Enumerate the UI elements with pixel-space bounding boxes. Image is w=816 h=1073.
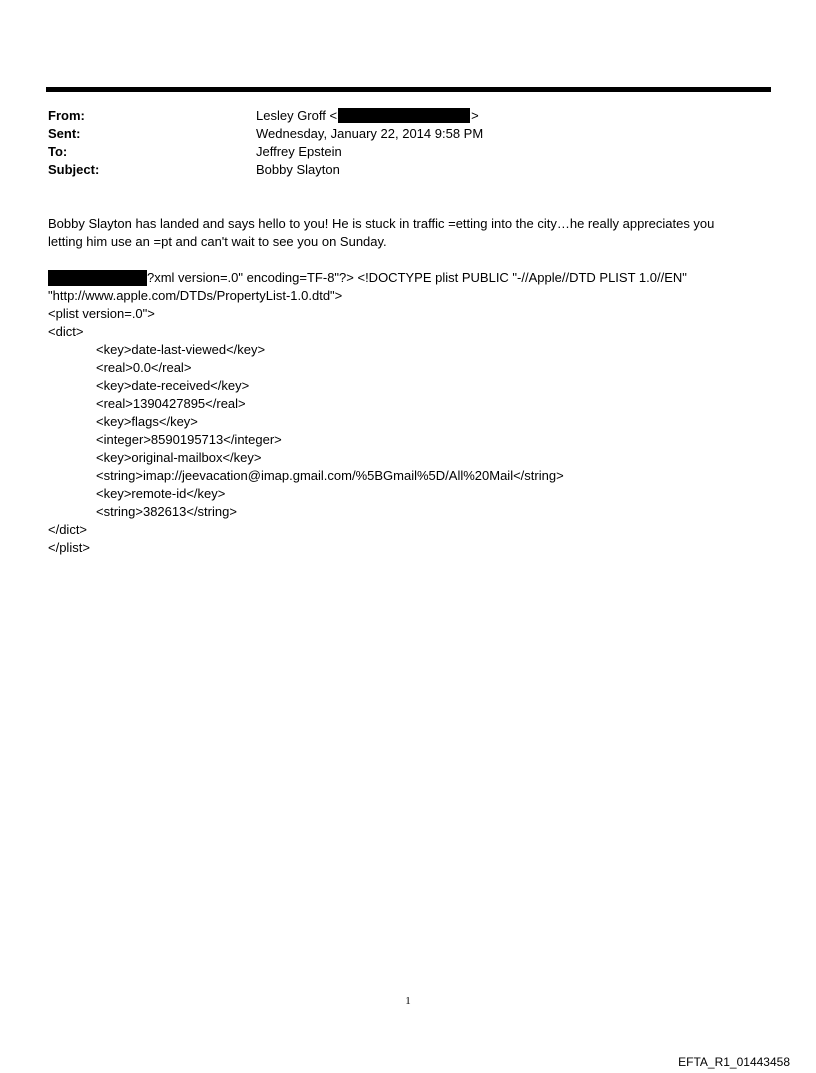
plist-entry: <real>1390427895</real> <box>96 396 246 411</box>
from-value <box>256 107 479 125</box>
redacted-email-block <box>338 108 470 123</box>
subject-value: Bobby Slayton <box>256 162 340 177</box>
plist-entry: <string>382613</string> <box>96 504 237 519</box>
sent-value: Wednesday, January 22, 2014 9:58 PM <box>256 126 484 141</box>
redacted-plist-block <box>48 270 147 286</box>
plist-entry: <key>date-last-viewed</key> <box>96 342 266 357</box>
sent-label: Sent: <box>48 126 81 141</box>
plist-entry: <key>date-received</key> <box>96 378 250 393</box>
to-label: To: <box>48 144 68 159</box>
body-line-1: Bobby Slayton has landed and says hello to you! He is stuck in traffic =etting into the city…he really appreciates you <box>48 216 715 231</box>
plist-entry: <key>flags</key> <box>96 414 198 429</box>
plist-entry: <real>0.0</real> <box>96 360 192 375</box>
page-number: 1 <box>405 995 411 1007</box>
plist-end-plist: </plist> <box>48 540 90 555</box>
header-row-to <box>48 143 748 161</box>
header-row-from <box>48 107 748 125</box>
top-divider-rule <box>46 87 771 92</box>
to-value: Jeffrey Epstein <box>256 144 342 159</box>
email-body <box>48 215 763 251</box>
from-suffix: > <box>471 108 479 123</box>
plist-block <box>48 269 788 557</box>
plist-xml-declaration: ?xml version=.0" encoding=TF-8"?> <!DOCTYPE plist PUBLIC "-//Apple//DTD PLIST 1.0//EN" <box>147 270 687 285</box>
plist-entry: <integer>8590195713</integer> <box>96 432 282 447</box>
body-line-2: letting him use an =pt and can't wait to see you on Sunday. <box>48 234 387 249</box>
header-row-subject <box>48 161 748 179</box>
plist-line-3: <plist version=.0"> <box>48 306 155 321</box>
document-id: EFTA_R1_01443458 <box>678 1055 790 1069</box>
from-label: From: <box>48 108 85 123</box>
plist-line-1 <box>48 269 788 287</box>
plist-entry: <string>imap://jeevacation@imap.gmail.com/%5BGmail%5D/All%20Mail</string> <box>96 468 564 483</box>
header-row-sent <box>48 125 748 143</box>
plist-entry: <key>remote-id</key> <box>96 486 226 501</box>
plist-line-2: "http://www.apple.com/DTDs/PropertyList-1.0.dtd"> <box>48 288 343 303</box>
email-header <box>48 107 748 179</box>
subject-label: Subject: <box>48 162 100 177</box>
plist-end-dict: </dict> <box>48 522 88 537</box>
from-name: Lesley Groff < <box>256 108 338 123</box>
plist-line-4: <dict> <box>48 324 84 339</box>
plist-entry: <key>original-mailbox</key> <box>96 450 262 465</box>
